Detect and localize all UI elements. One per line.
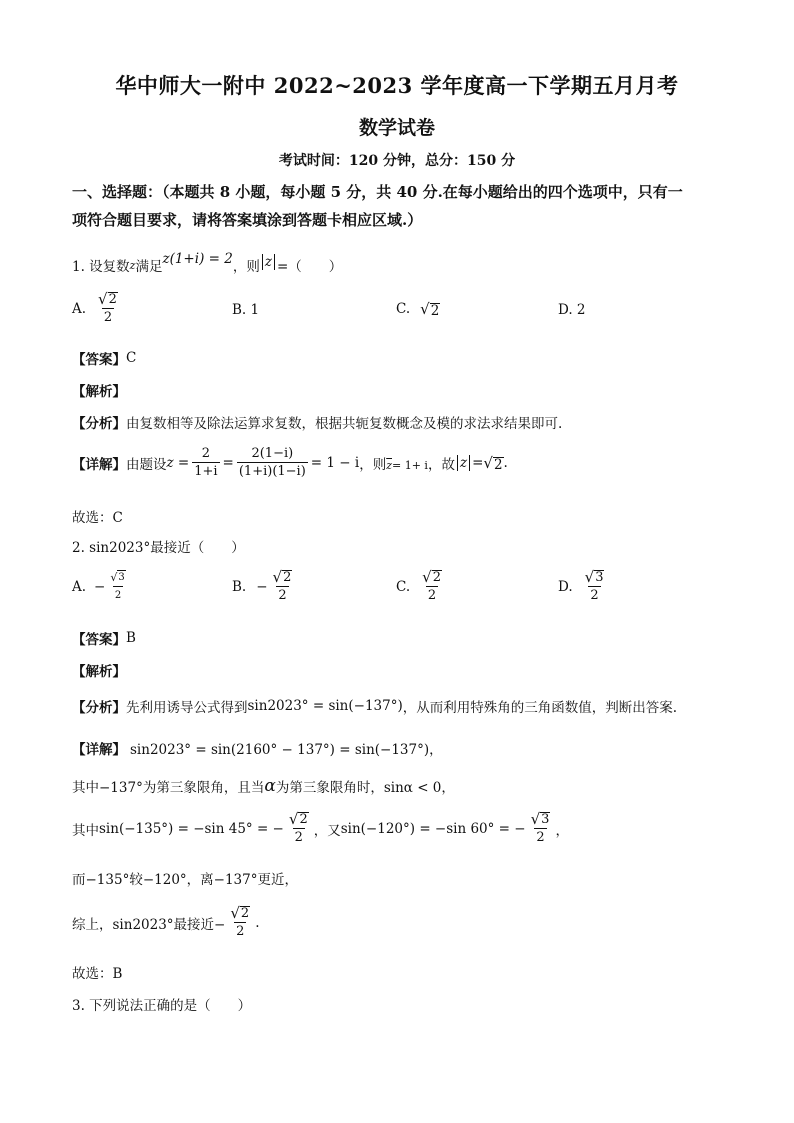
q2-fenxi-text-b: ，从而利用特殊角的三角函数值，判断出答案. xyxy=(402,700,678,716)
q1-stem-text: 1. 设复数 xyxy=(72,259,130,275)
q1-detail-frac1 xyxy=(192,446,219,479)
section-heading xyxy=(72,178,722,234)
q2-choose: 故选：B xyxy=(72,966,123,982)
section-line-2: 项符合题目要求，请将答案填涂到答题卡相应区域.） xyxy=(72,211,423,229)
q1-detail-zbar: $\overline{z}$ xyxy=(386,459,392,472)
q1-equation: z(1+i) = 2 xyxy=(162,251,233,267)
q1-stem xyxy=(72,251,343,275)
q2-line4-c: ，又 xyxy=(313,822,341,839)
q2-option-a xyxy=(72,570,131,603)
q2-stem: 2. sin2023°最接近（ ） xyxy=(72,540,245,556)
q2-option-d xyxy=(558,570,609,603)
q2-option-b-den: 2 xyxy=(278,588,287,603)
q2-fenxi-text-a: 先利用诱导公式得到 xyxy=(126,700,248,716)
q1-fenxi-tag: 【分析】 xyxy=(72,416,126,432)
q3-stem: 3. 下列说法正确的是（ ） xyxy=(72,998,252,1014)
q2-line6-frac-den: 2 xyxy=(236,924,245,939)
q1-option-a-label: A. xyxy=(72,300,87,317)
q2-line3-alpha: α xyxy=(264,776,276,796)
q1-detail-frac1-den: 1+i xyxy=(194,464,218,479)
q1-detail-frac2-num: 2(1−i) xyxy=(251,446,294,461)
q2-answer-tag: 【答案】 xyxy=(72,632,126,648)
q2-option-c-den: 2 xyxy=(427,588,437,603)
q2-option-d-label: D. xyxy=(558,578,573,595)
exam-title: 华中师大一附中 2022~2023 学年度高一下学期五月月考 xyxy=(115,73,679,98)
q1-fenxi xyxy=(72,412,562,432)
exam-subtitle: 数学试卷 xyxy=(358,117,435,139)
q2-option-b-fraction: √ 2 2 xyxy=(272,568,292,603)
q1-analysis-tag xyxy=(72,380,126,400)
q2-answer-value: B xyxy=(126,630,136,646)
q1-detail-sqrt: 2 xyxy=(493,456,503,473)
q1-option-c-label: C. xyxy=(396,301,411,317)
q1-detail-text-c: ，则 xyxy=(359,456,387,473)
q2-option-c xyxy=(396,570,447,603)
q2-option-a-num: 3 xyxy=(118,572,125,583)
q2-line4-frac2-den: 2 xyxy=(536,830,545,845)
q2-option-b-sign: − xyxy=(256,578,268,595)
q1-stem-text-b: 满足 xyxy=(135,259,163,275)
q2-line6-frac-num: 2 xyxy=(240,906,250,921)
q2-detail-text: sin2023° = sin(2160° − 137°) = sin(−137°)， xyxy=(130,742,443,758)
q2-line4-b: sin(−135°) = −sin 45° = − xyxy=(99,820,284,837)
q1-option-a xyxy=(72,292,123,325)
q2-line4-frac1: √ 2 2 xyxy=(288,810,308,845)
q2-answer xyxy=(72,628,136,648)
q1-detail-tag: 【详解】 xyxy=(72,456,126,473)
q2-line5: 而−135°较−120°，离−137°更近， xyxy=(72,872,298,888)
q1-answer xyxy=(72,348,136,368)
q2-line6 xyxy=(72,906,260,939)
q2-line4-frac1-den: 2 xyxy=(294,830,303,845)
q2-option-b-label: B. xyxy=(232,578,247,595)
q1-detail-frac1-num: 2 xyxy=(201,446,211,461)
q2-option-b xyxy=(232,570,297,603)
q1-detail-abs: z xyxy=(457,455,470,471)
q2-option-a-den: 2 xyxy=(113,586,123,603)
q2-line3-d: α < 0， xyxy=(403,780,455,796)
q2-option-a-label: A. xyxy=(72,578,87,595)
q2-option-a-sign: − xyxy=(94,578,106,595)
q1-detail: 【详解】 由题设 z = $\frac{2}{1+i}$ = $\frac{2(1-i)}{(1+i)(1-i)}$ = 1 − i ，则 $\overline{z}$ = 1+ i ，故 z = √ 2 . xyxy=(72,446,508,479)
exam-info: 考试时间：120 分钟，总分：150 分 xyxy=(278,153,516,169)
q2-analysis-tag-text: 【解析】 xyxy=(72,664,126,680)
q1-abs-z: z xyxy=(262,254,275,270)
q1-detail-text-e: ，故 xyxy=(427,456,455,473)
q1-fenxi-text: 由复数相等及除法运算求复数，根据共轭复数概念及模的求法求结果即可. xyxy=(126,416,563,432)
q1-analysis-tag-text: 【解析】 xyxy=(72,384,126,400)
q2-option-d-den: 2 xyxy=(590,588,599,603)
q2-line4 xyxy=(72,812,569,845)
q1-option-a-den: 2 xyxy=(103,310,113,325)
q2-option-d-num: 3 xyxy=(595,570,604,585)
q1-option-a-fraction: √ 2 2 xyxy=(98,290,117,325)
q2-line4-frac1-num: 2 xyxy=(299,812,308,827)
q2-fenxi-eq: sin2023° = sin(−137°) xyxy=(247,698,403,714)
section-line-1: 一、选择题：（本题共 8 小题，每小题 5 分，共 40 分.在每小题给出的四个选项中，只有一 xyxy=(72,183,683,201)
q1-detail-eq: = xyxy=(222,454,234,471)
q1-choose: 故选：C xyxy=(72,510,123,526)
q1-option-d: D. 2 xyxy=(558,302,586,318)
q1-answer-tag: 【答案】 xyxy=(72,352,126,368)
q1-var-z: z xyxy=(129,258,136,272)
q2-option-c-label: C. xyxy=(396,578,411,595)
q2-option-b-num: 2 xyxy=(283,570,292,585)
q1-detail-z: z = xyxy=(166,454,190,471)
q2-option-c-num: 2 xyxy=(432,570,441,585)
q1-option-b: B. 1 xyxy=(232,302,260,318)
q2-option-c-fraction: √ 2 2 xyxy=(422,568,441,603)
q1-detail-text-a: 由题设 xyxy=(126,456,167,473)
q1-detail-text-d: = 1+ i xyxy=(392,459,428,472)
q1-stem-text-d: =（ ） xyxy=(276,259,343,275)
q2-line6-frac: √ 2 2 xyxy=(230,904,250,939)
q2-option-a-fraction: √ 3 2 xyxy=(110,571,125,601)
q1-stem-text-c: ，则 xyxy=(232,259,260,275)
q2-line3 xyxy=(72,776,455,796)
q1-detail-frac2 xyxy=(237,446,308,479)
q2-analysis-tag xyxy=(72,660,126,680)
q2-line4-e: ， xyxy=(555,822,569,839)
q1-detail-text-b: = 1 − i xyxy=(310,454,360,471)
q2-line4-frac2: √ 3 2 xyxy=(530,810,550,845)
q2-line6-a: 综上，sin2023°最接近− xyxy=(72,916,226,933)
q1-option-c: C. √ 2 xyxy=(396,300,440,319)
q1-detail-text-f: = xyxy=(472,454,484,471)
q1-detail-frac2-den: (1+i)(1−i) xyxy=(238,464,306,479)
q2-fenxi xyxy=(72,696,677,716)
q2-line4-a: 其中 xyxy=(72,822,99,839)
q2-option-d-fraction: √ 3 2 xyxy=(584,568,604,603)
q2-line3-b: −137°为第三象限角，且当 xyxy=(99,780,265,796)
q2-line4-frac2-num: 3 xyxy=(541,812,550,827)
q1-option-c-value: 2 xyxy=(430,303,440,319)
q1-option-a-num: 2 xyxy=(108,292,117,307)
q2-line4-d: sin(−120°) = −sin 60° = − xyxy=(340,820,526,837)
q2-detail-tag: 【详解】 xyxy=(72,742,126,758)
q1-answer-value: C xyxy=(126,350,137,366)
q2-detail xyxy=(72,738,443,758)
q2-line6-b: . xyxy=(255,914,260,931)
q2-fenxi-tag: 【分析】 xyxy=(72,700,126,716)
q2-line3-c: 为第三象限角时，sin xyxy=(275,780,404,796)
q1-detail-text-g: . xyxy=(503,454,508,471)
q2-line3-a: 其中 xyxy=(72,780,99,796)
